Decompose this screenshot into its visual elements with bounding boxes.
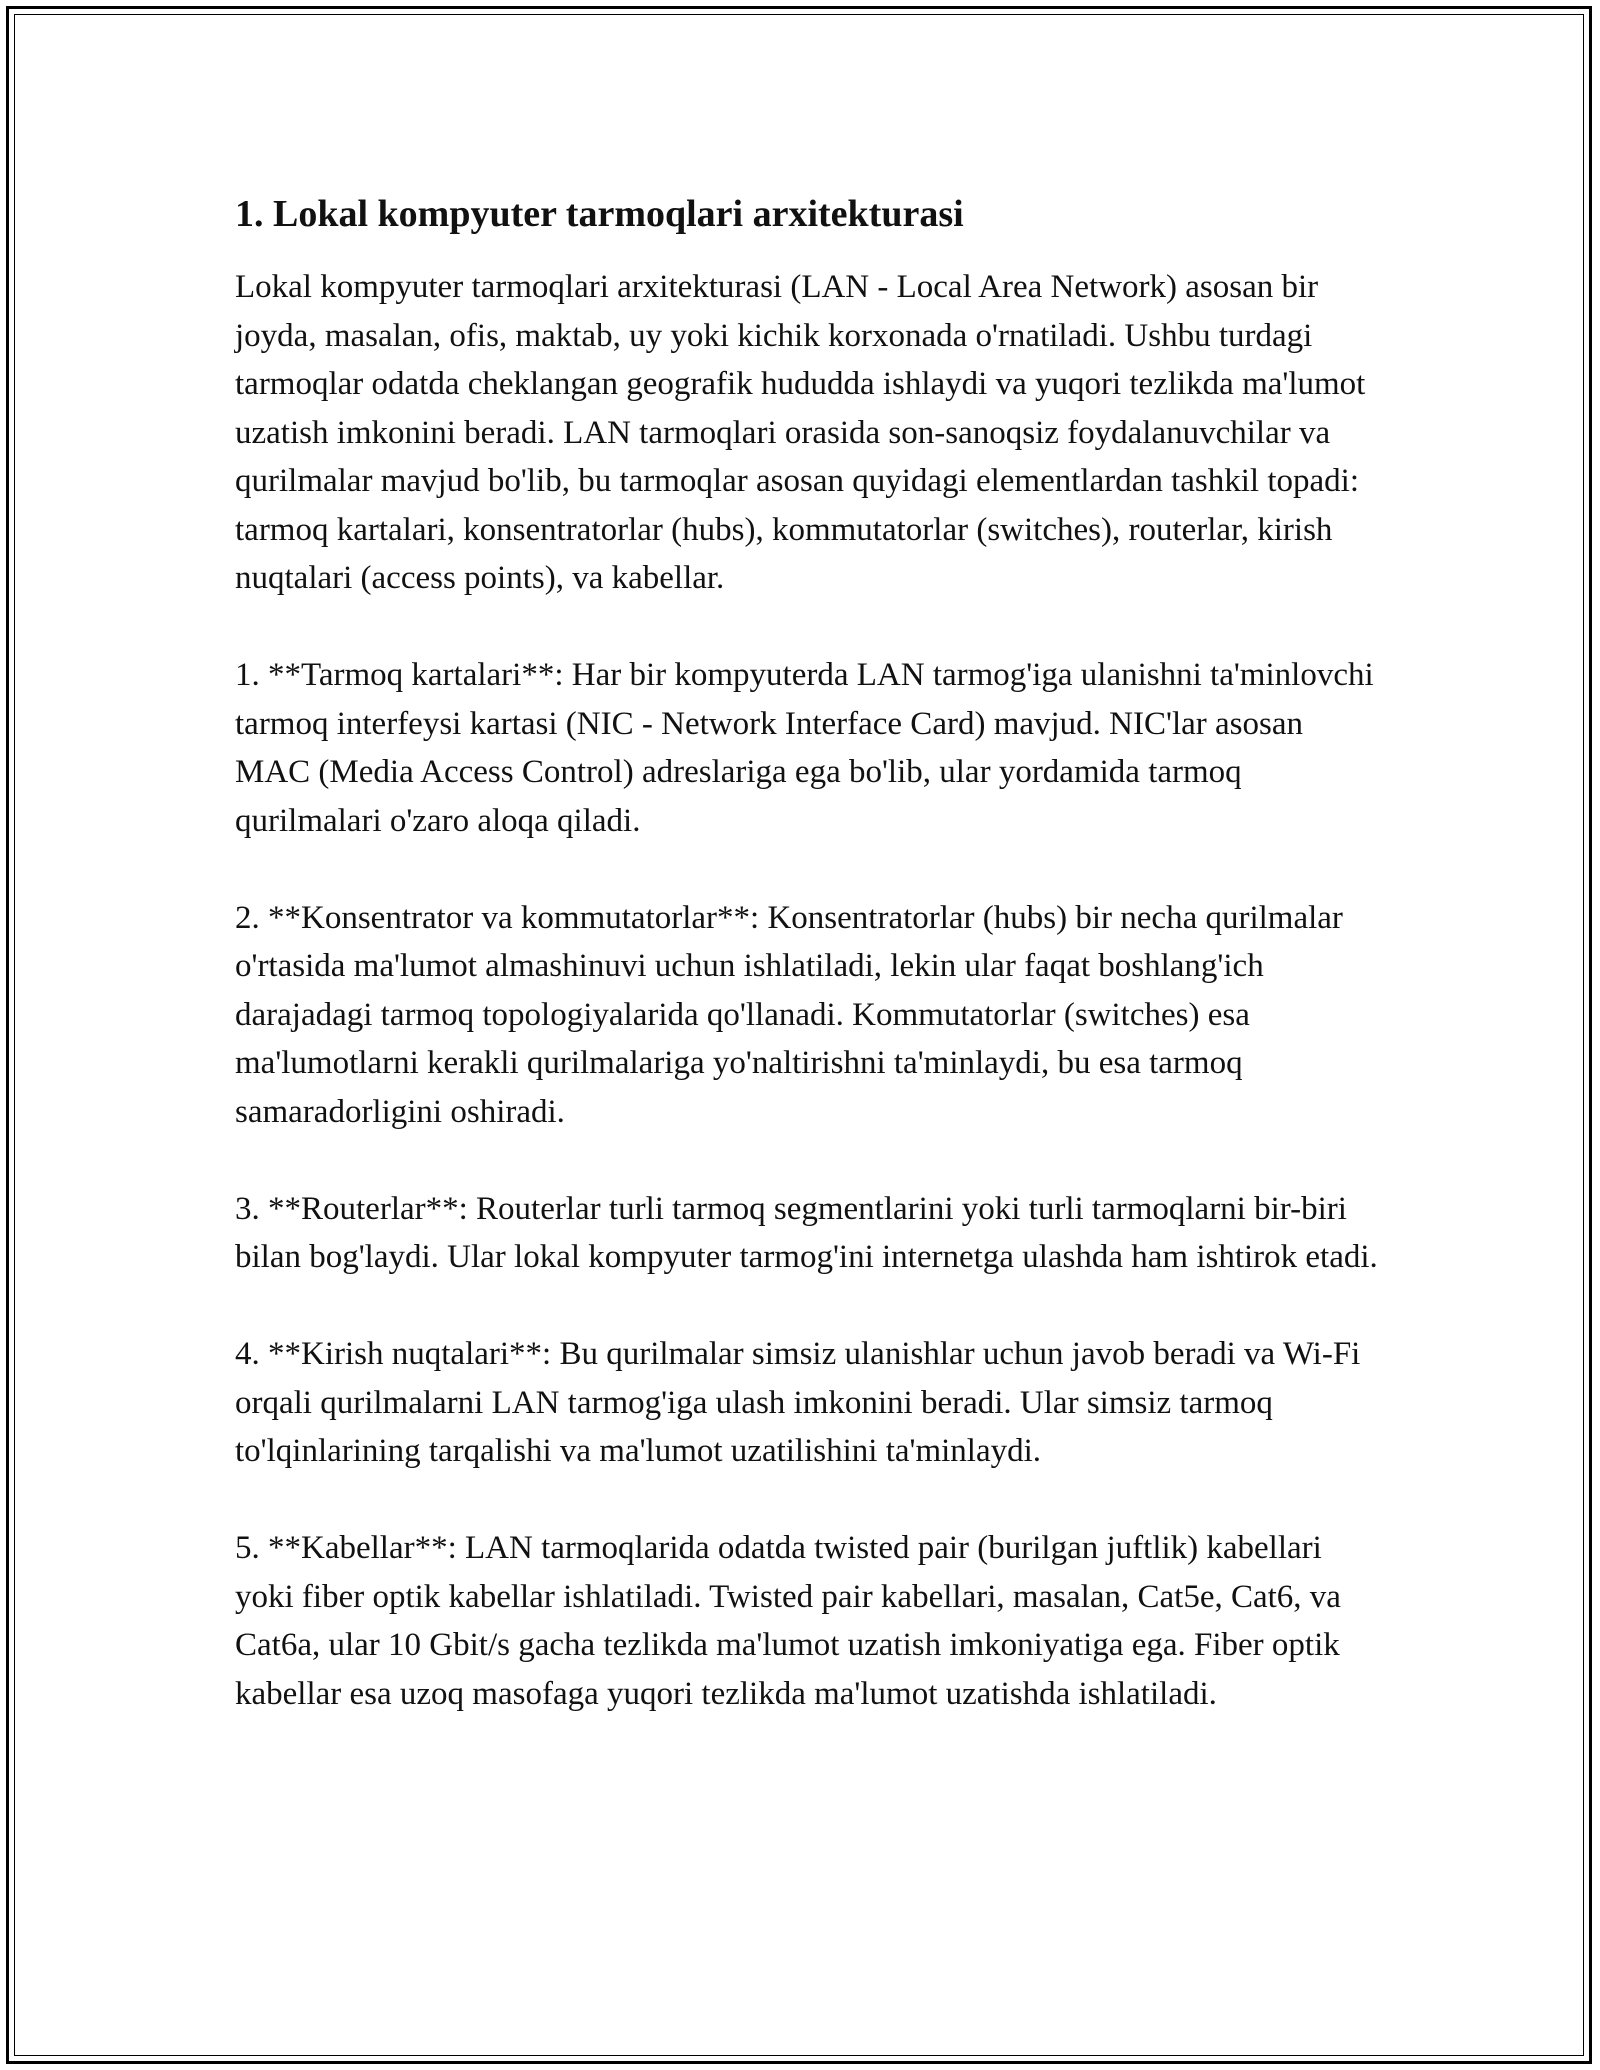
list-item-kabellar: 5. **Kabellar**: LAN tarmoqlarida odatda twisted pair (burilgan juftlik) kabellari yoki fiber optik kabellar ishlatiladi. Twisted pair kabellari, masalan, Cat5e, Cat6, va Cat6a, ular 10 Gbit/s gacha tezlikda ma'lumot uzatish imkoniyatiga ega. Fiber optik kabellar esa uzoq masofaga yuqori tezlikda ma'lumot uzatishda ishlatiladi. bbox=[235, 1530, 1341, 1712]
list-item-tarmoq-kartalari: 1. **Tarmoq kartalari**: Har bir kompyuterda LAN tarmog'iga ulanishni ta'minlovchi tarmoq interfeysi kartasi (NIC - Network Interface Card) mavjud. NIC'lar asosan MAC (Media Access Control) adreslariga ega bo'lib, ular yordamida tarmoq qurilmalari o'zaro aloqa qiladi. bbox=[235, 657, 1374, 839]
list-item-kirish-nuqtalari: 4. **Kirish nuqtalari**: Bu qurilmalar simsiz ulanishlar uchun javob beradi va Wi-Fi orqali qurilmalarni LAN tarmog'iga ulash imkonini beradi. Ular simsiz tarmoq to'lqinlarining tarqalishi va ma'lumot uzatilishini ta'minlaydi. bbox=[235, 1336, 1361, 1469]
document-body bbox=[235, 183, 1385, 1767]
intro-paragraph: Lokal kompyuter tarmoqlari arxitekturasi (LAN - Local Area Network) asosan bir joyda, masalan, ofis, maktab, uy yoki kichik korxonada o'rnatiladi. Ushbu turdagi tarmoqlar odatda cheklangan geografik hududda ishlaydi va yuqori tezlikda ma'lumot uzatish imkonini beradi. LAN tarmoqlari orasida son-sanoqsiz foydalanuvchilar va qurilmalar mavjud bo'lib, bu tarmoqlar asosan quyidagi elementlardan tashkil topadi: tarmoq kartalari, konsentratorlar (hubs), kommutatorlar (switches), routerlar, kirish nuqtalari (access points), va kabellar. bbox=[235, 269, 1366, 596]
section-heading: 1. Lokal kompyuter tarmoqlari arxitekturasi bbox=[235, 193, 964, 235]
list-item-konsentrator-kommutatorlar: 2. **Konsentrator va kommutatorlar**: Konsentratorlar (hubs) bir necha qurilmalar o'rtasida ma'lumot almashinuvi uchun ishlatiladi, lekin ular faqat boshlang'ich darajadagi tarmoq topologiyalarida qo'llanadi. Kommutatorlar (switches) esa ma'lumotlarni kerakli qurilmalariga yo'naltirishni ta'minlaydi, bu esa tarmoq samaradorligini oshiradi. bbox=[235, 899, 1343, 1130]
list-item-routerlar: 3. **Routerlar**: Routerlar turli tarmoq segmentlarini yoki turli tarmoqlarni bir-biri bilan bog'laydi. Ular lokal kompyuter tarmog'ini internetga ulashda ham ishtirok etadi. bbox=[235, 1190, 1378, 1275]
